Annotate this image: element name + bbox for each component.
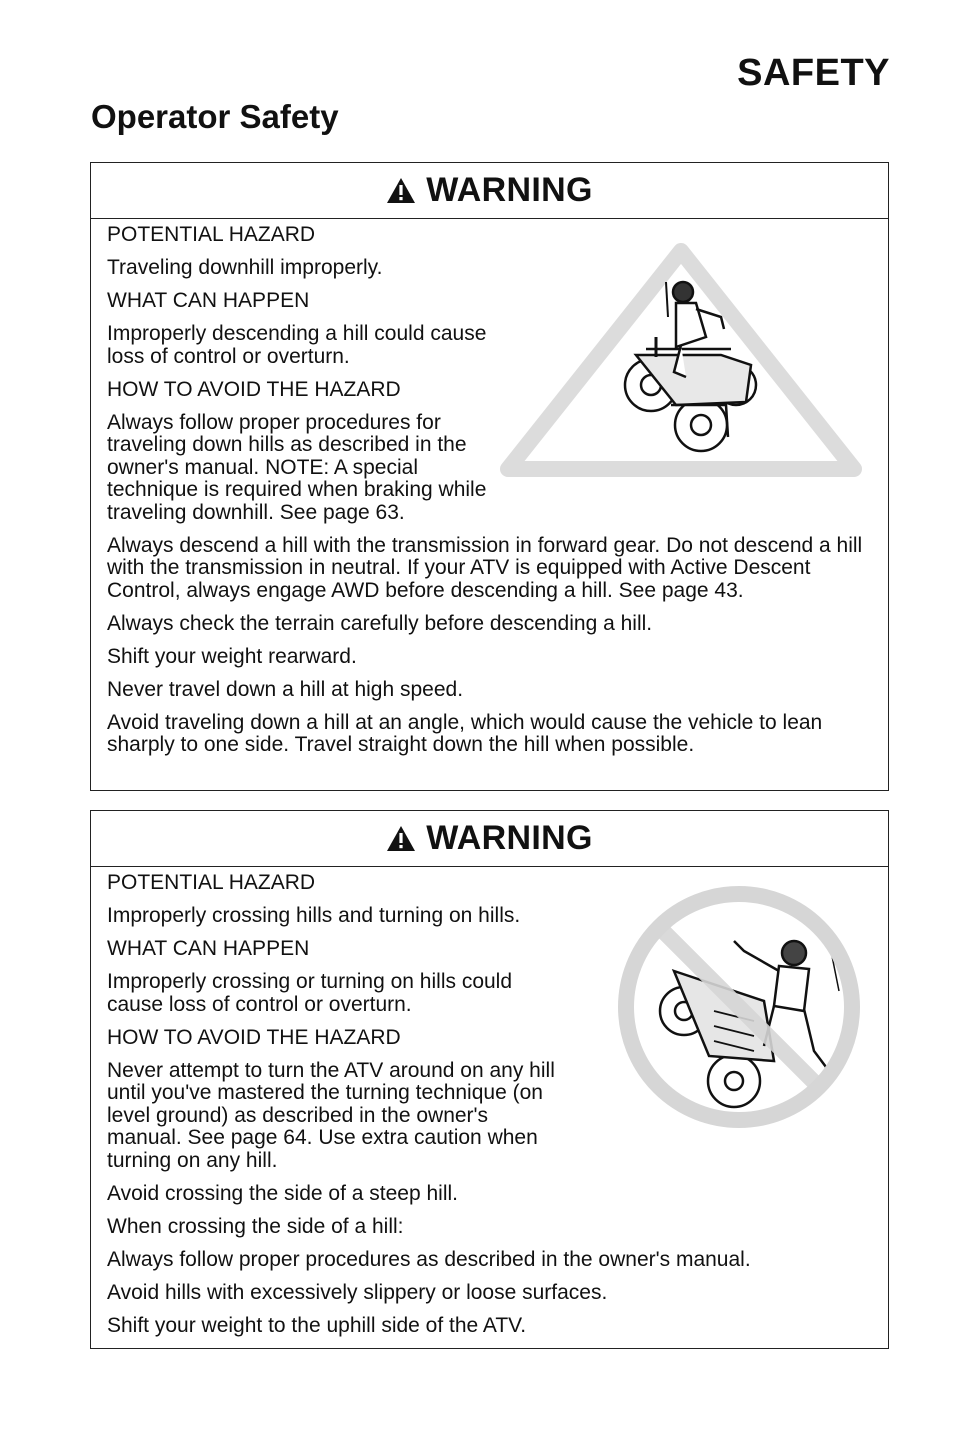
warning-box-crossing-hills <box>90 810 889 1349</box>
section-header: SAFETY <box>737 52 890 94</box>
warning-paragraph: POTENTIAL HAZARD <box>107 223 316 246</box>
warning-paragraph: Shift your weight rearward. <box>107 644 357 668</box>
warning-header <box>91 163 888 219</box>
warning-body <box>91 867 888 1337</box>
warning-paragraph: Always follow proper procedures for traveling down hills as described in the owner's manual. NOTE: A special technique is required when braking while traveling downhill. See page 63. <box>107 410 487 524</box>
warning-title: WARNING <box>426 819 593 857</box>
warning-triangle-icon <box>386 177 416 204</box>
warning-paragraph: Never attempt to turn the ATV around on any hill until you've mastered the turning technique (on level ground) as described in the owner's manual. See page 64. Use extra caution when turning on any hill. <box>107 1058 555 1172</box>
warning-paragraph: Traveling downhill improperly. <box>107 256 383 279</box>
warning-paragraph: Improperly crossing or turning on hills could cause loss of control or overturn. <box>107 970 513 1016</box>
warning-paragraph: WHAT CAN HAPPEN <box>107 289 310 312</box>
warning-paragraph: When crossing the side of a hill: <box>107 1214 404 1238</box>
warning-paragraph: Improperly crossing hills and turning on hills. <box>107 904 521 927</box>
atv-rollover-prohibited-illustration <box>614 881 864 1133</box>
warning-paragraph: WHAT CAN HAPPEN <box>107 937 310 960</box>
warning-paragraph: Always follow proper procedures as described in the owner's manual. <box>107 1247 751 1271</box>
warning-paragraph: Always check the terrain carefully before descending a hill. <box>107 611 653 635</box>
warning-paragraph: Avoid crossing the side of a steep hill. <box>107 1181 458 1205</box>
atv-downhill-caution-illustration <box>496 237 866 477</box>
warning-paragraph: POTENTIAL HAZARD <box>107 871 316 894</box>
warning-paragraph: Improperly descending a hill could cause loss of control or overturn. <box>107 322 487 368</box>
warning-paragraph: Never travel down a hill at high speed. <box>107 677 464 701</box>
warning-box-downhill <box>90 162 889 791</box>
warning-paragraph: Avoid hills with excessively slippery or loose surfaces. <box>107 1280 608 1304</box>
warning-paragraph: Shift your weight to the uphill side of the ATV. <box>107 1313 527 1337</box>
page-title: Operator Safety <box>91 98 339 135</box>
warning-paragraph: HOW TO AVOID THE HAZARD <box>107 1025 401 1049</box>
warning-title: WARNING <box>426 171 593 209</box>
warning-triangle-icon <box>386 825 416 852</box>
warning-paragraph: Always descend a hill with the transmission in forward gear. Do not descend a hill with the transmission in neutral. If your ATV is equipped with Active Descent Control, always engage AWD before descending a hill. See page 43. <box>107 533 863 602</box>
warning-paragraph: Avoid traveling down a hill at an angle, which would cause the vehicle to lean sharply to one side. Travel straight down the hill when possible. <box>107 710 823 756</box>
warning-paragraph: HOW TO AVOID THE HAZARD <box>107 377 401 401</box>
warning-header <box>91 811 888 867</box>
warning-body <box>91 219 888 757</box>
